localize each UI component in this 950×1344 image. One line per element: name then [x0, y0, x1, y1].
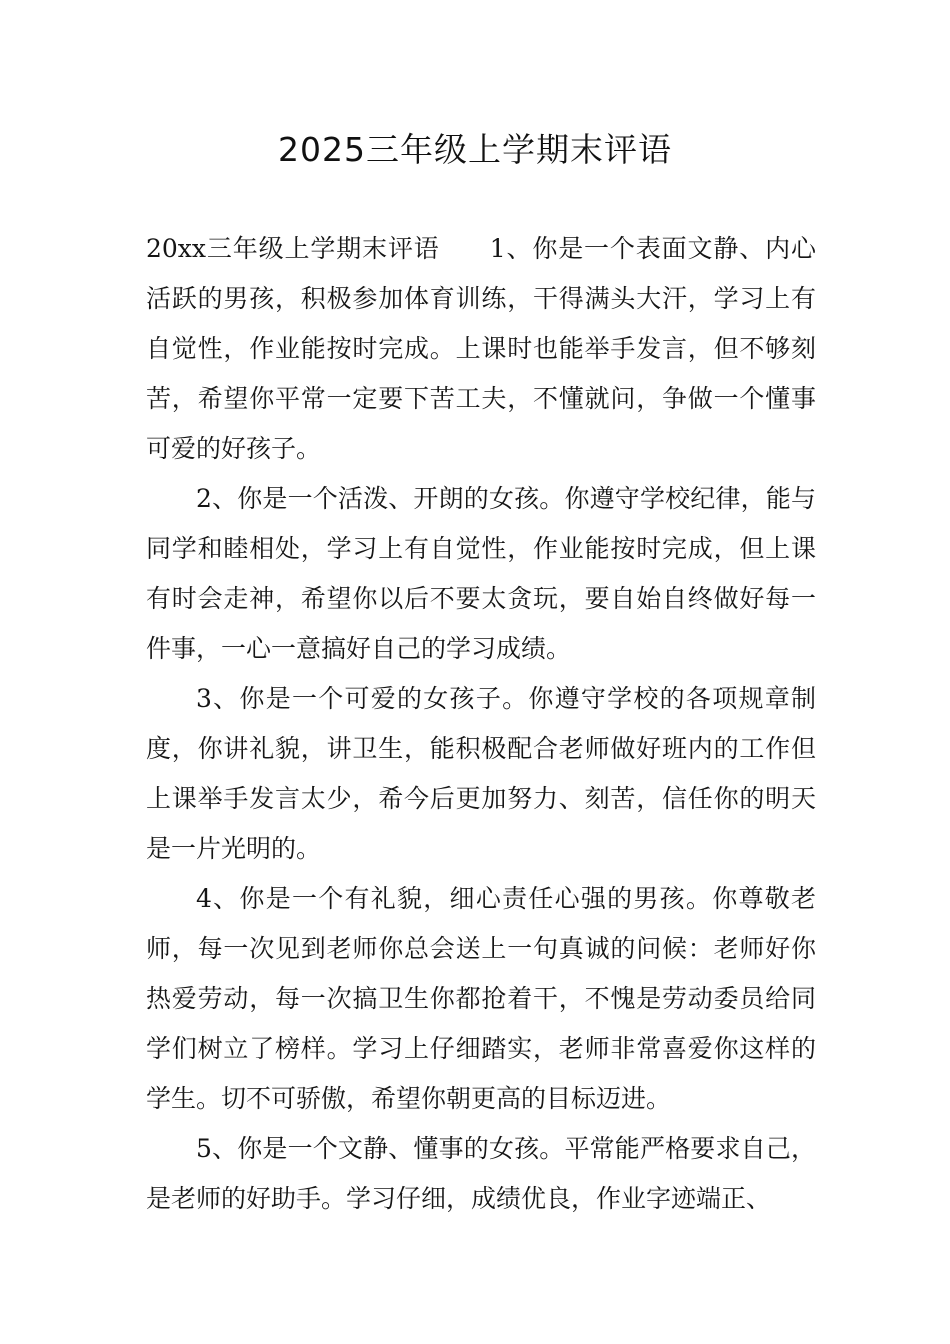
document-title: 2025三年级上学期末评语 [278, 130, 672, 169]
intro-heading: 20xx三年级上学期末评语 [146, 234, 440, 263]
paragraph-3: 3、你是一个可爱的女孩子。你遵守学校的各项规章制度，你讲礼貌，讲卫生，能积极配合老师做好班内的工作但上课举手发言太少，希今后更加努力、刻苦，信任你的明天是一片光明的。 [146, 684, 816, 863]
paragraph-1-text: 1、你是一个表面文静、内心活跃的男孩，积极参加体育训练，干得满头大汗，学习上有自觉性，作业能按时完成。上课时也能举手发言，但不够刻苦，希望你平常一定要下苦工夫，不懂就问，争做一个懂事可爱的好孩子。 [146, 234, 816, 463]
paragraph-1 [146, 224, 816, 474]
paragraph-5: 5、你是一个文静、懂事的女孩。平常能严格要求自己，是老师的好助手。学习仔细，成绩优良，作业字迹端正、 [146, 1134, 816, 1213]
document-body [146, 224, 816, 1224]
paragraph-2: 2、你是一个活泼、开朗的女孩。你遵守学校纪律，能与同学和睦相处，学习上有自觉性，作业能按时完成，但上课有时会走神，希望你以后不要太贪玩，要自始自终做好每一件事，一心一意搞好自己的学习成绩。 [146, 484, 816, 663]
paragraph-4: 4、你是一个有礼貌，细心责任心强的男孩。你尊敬老师，每一次见到老师你总会送上一句真诚的问候：老师好你热爱劳动，每一次搞卫生你都抢着干，不愧是劳动委员给同学们树立了榜样。学习上仔细踏实，老师非常喜爱你这样的学生。切不可骄傲，希望你朝更高的目标迈进。 [146, 884, 816, 1113]
